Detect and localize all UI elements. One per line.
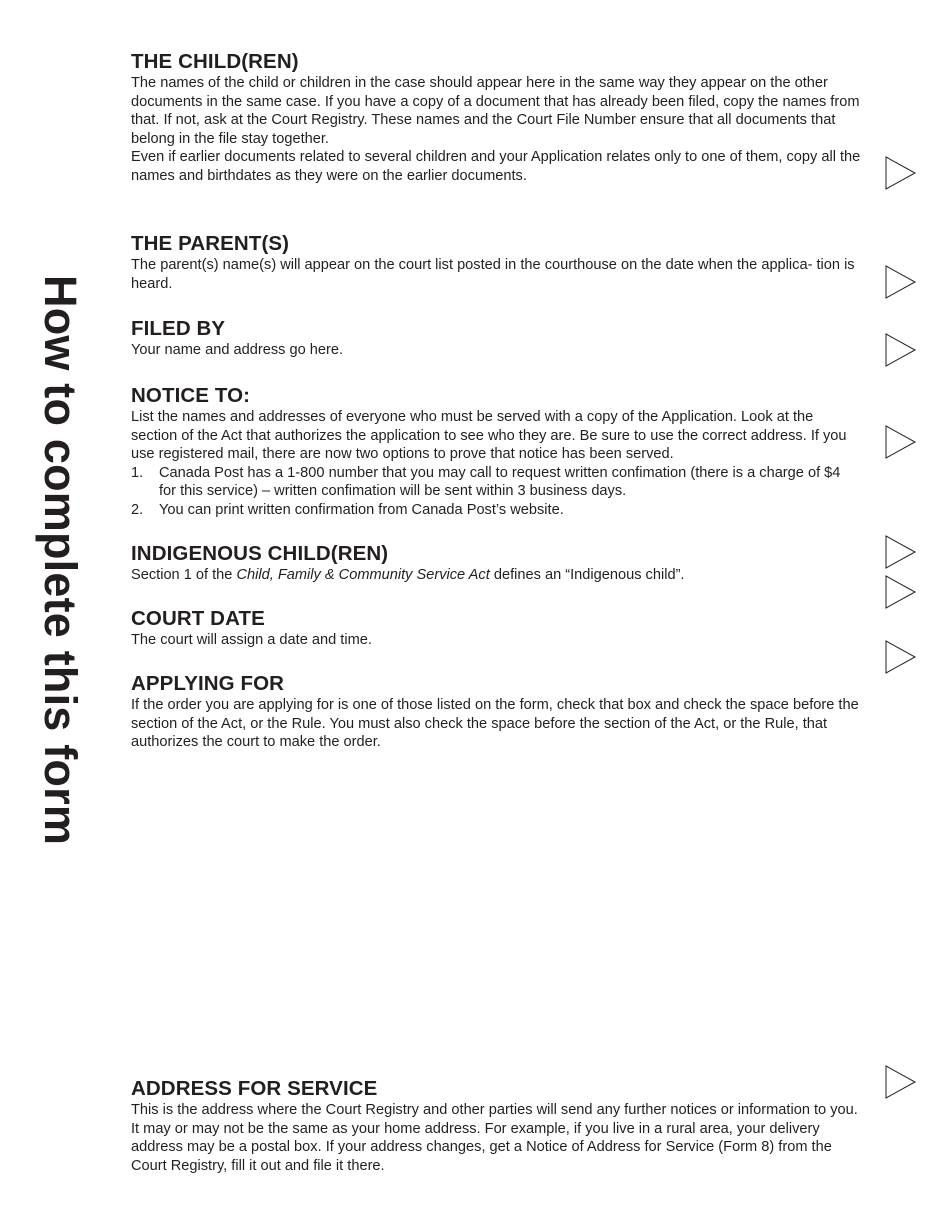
section-notice-to xyxy=(131,384,861,520)
section-indigenous xyxy=(131,542,861,585)
section-heading: APPLYING FOR xyxy=(131,672,285,695)
act-name: Child, Family & Community Service Act xyxy=(236,567,490,583)
section-filed-by xyxy=(131,317,861,360)
section-heading: THE PARENT(S) xyxy=(131,232,290,255)
section-text: If the order you are applying for is one of those listed on the form, check that box and check the space before the section of the Act, or the Rule. You must also check the space before the section of the Act, or the Rule, that authorizes the court to make the order. xyxy=(131,697,859,751)
pointer-triangle-icon xyxy=(885,1065,917,1099)
text-before: Section 1 of the xyxy=(131,567,237,583)
section-text: List the names and addresses of everyone who must be served with a copy of the Application. Look at the section of the Act that authorizes the application to see who they are. Be sure to use the correct address. If you use registered mail, there are now two options to prove that notice has been served. xyxy=(131,409,847,463)
pointer-triangle-icon xyxy=(885,425,917,459)
list-item xyxy=(131,464,861,501)
section-text: The names of the child or children in the case should appear here in the same way they appear on the other documents in the same case. If you have a copy of a document that has already been filed, copy the names from that. If not, ask at the Court Registry. These names and the Court File Number ensure that all documents that belong in the file stay together. xyxy=(131,75,860,147)
section-applying-for xyxy=(131,672,861,752)
section-heading: NOTICE TO: xyxy=(131,384,251,407)
pointer-triangle-icon xyxy=(885,575,917,609)
list-number: 2. xyxy=(131,501,144,518)
section-heading: COURT DATE xyxy=(131,607,265,630)
section-parents xyxy=(131,232,861,293)
section-heading: ADDRESS FOR SERVICE xyxy=(131,1077,378,1100)
pointer-triangle-icon xyxy=(885,156,917,190)
pointer-triangle-icon xyxy=(885,333,917,367)
section-text: The court will assign a date and time. xyxy=(131,632,372,648)
section-text: The parent(s) name(s) will appear on the court list posted in the courthouse on the date when the applica- tion is heard. xyxy=(131,257,855,292)
section-heading: INDIGENOUS CHILD(REN) xyxy=(131,542,389,565)
section-text xyxy=(131,566,861,585)
section-heading: THE CHILD(REN) xyxy=(131,50,299,73)
section-text: Your name and address go here. xyxy=(131,342,344,358)
section-children xyxy=(131,50,861,186)
section-court-date xyxy=(131,607,861,650)
pointer-triangle-icon xyxy=(885,640,917,674)
pointer-triangle-icon xyxy=(885,535,917,569)
section-address-for-service xyxy=(131,1077,861,1175)
list-text: You can print written confirmation from Canada Post’s website. xyxy=(159,501,564,518)
pointer-triangle-icon xyxy=(885,265,917,299)
side-title: How to complete this form xyxy=(35,275,86,846)
section-text: Even if earlier documents related to several children and your Application relates only to one of them, copy all the names and birthdates as they were on the earlier documents. xyxy=(131,149,861,184)
list-item xyxy=(131,501,861,520)
list-text: Canada Post has a 1-800 number that you may call to request written confimation (there is a charge of $4 for this service) – written confimation will be sent within 3 business days. xyxy=(159,464,841,500)
text-after: defines an “Indigenous child”. xyxy=(489,567,685,583)
list-number: 1. xyxy=(131,464,144,481)
section-heading: FILED BY xyxy=(131,317,226,340)
section-text: This is the address where the Court Registry and other parties will send any further notices or information to you. It may or may not be the same as your home address. For example, if you live in a rural area, your delivery address may be a postal box. If your address changes, get a Notice of Address for Service (Form 8) from the Court Registry, fill it out and file it there. xyxy=(131,1102,858,1174)
notice-options-list xyxy=(131,464,861,520)
